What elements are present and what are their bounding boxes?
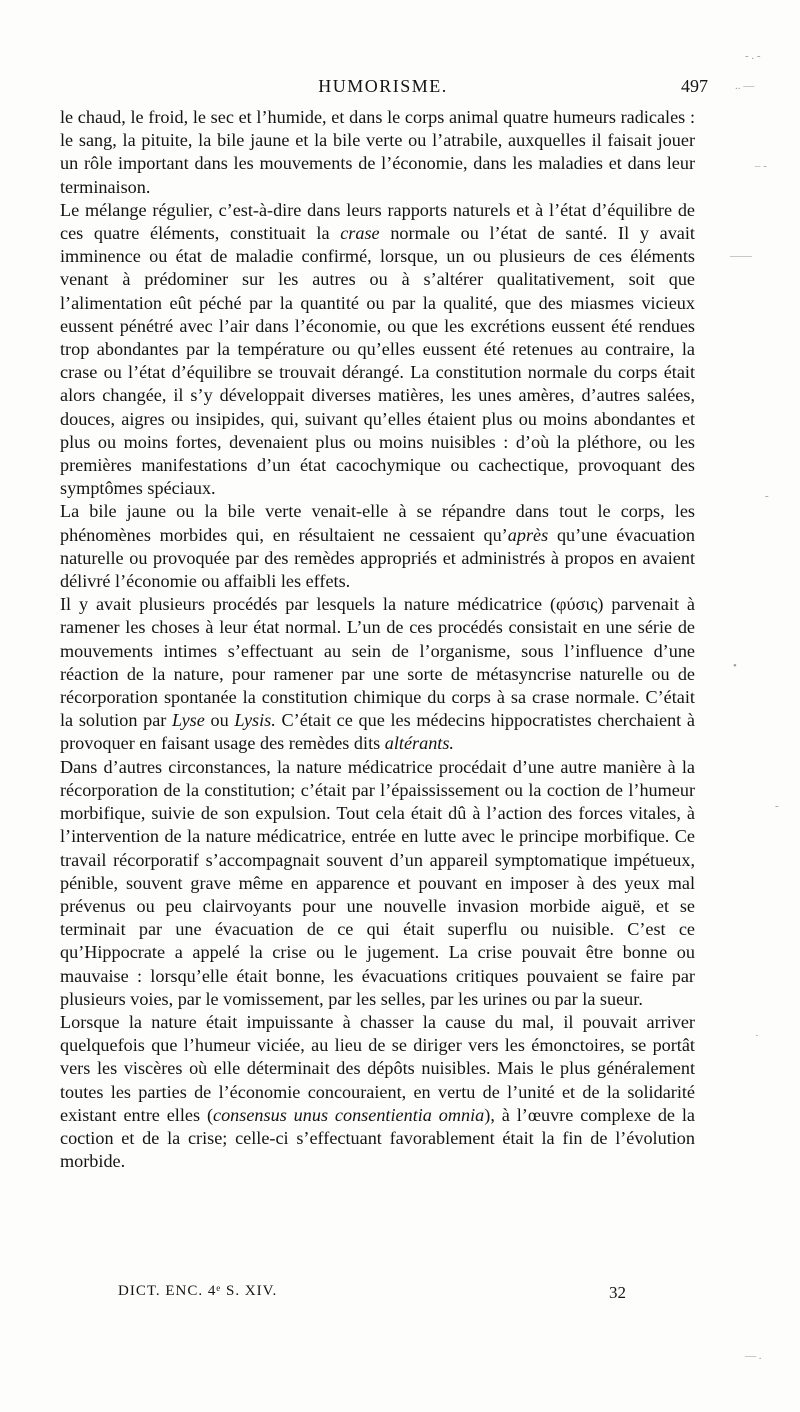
text-run: le chaud, le froid, le sec et l’humide, et dans le corps animal quatre humeurs radicales : le sang, la pituite, la bile jaune et la bile verte ou l’atrabile, auxquelles il faisait jouer un rôle important dans les mouvements de l’économie, dans les maladies et dans leur terminaison. xyxy=(60,107,695,197)
paragraph xyxy=(60,106,695,199)
italic-text: crase xyxy=(340,223,380,244)
italic-text: altérants. xyxy=(384,733,454,754)
paragraph xyxy=(60,593,695,755)
italic-text: Lyse xyxy=(172,710,205,731)
paragraph xyxy=(60,756,695,1011)
italic-text: consensus unus consentientia omnia xyxy=(213,1104,485,1125)
italic-text: Lysis. xyxy=(234,710,276,731)
text-run: Il y avait plusieurs procédés par lesquels la nature médicatrice (φύσις) parvenait à ramener les choses à leur état normal. L’un de ces procédés consistait en une série de mouvements intimes s’effectuant au sein de l’organisme, sous l’influence d’une réaction de la nature, pour ramener par une sorte de métasyncrise naturelle ou de récorporation spontanée la constitution chimique du corps à sa crase normale. C’était la solution par xyxy=(60,594,695,731)
body-text xyxy=(60,106,695,1173)
text-run: qu’une évacuation naturelle ou provoquée par des remèdes appropriés et administrés à propos en avaient délivré l’économie ou affaibli les effets. xyxy=(60,524,695,592)
text-run: Le mélange régulier, c’est-à-dire dans leurs rapports naturels et à l’état d’équilibre de ces quatre éléments, constituait la xyxy=(60,199,695,244)
margin-scan-marks: - . - .. — – - —— - • - · — . xyxy=(730,50,779,1362)
running-title: HUMORISME. xyxy=(318,76,448,96)
paragraph xyxy=(60,500,695,593)
text-run: ), à l’œuvre complexe de la coction et de la crise; celle-ci s’effectuant favorablement était la fin de l’évolution morbide. xyxy=(60,1104,696,1172)
text-run: La bile jaune ou la bile verte venait-elle à se répandre dans tout le corps, les phénomènes morbides qui, en résultaient ne cessaient qu’ xyxy=(60,501,695,545)
sheet-number: 32 xyxy=(609,1283,626,1302)
printer-signature: DICT. ENC. 4ᵉ S. XIV. xyxy=(118,1283,278,1299)
page-number: 497 xyxy=(681,76,708,96)
page-footer xyxy=(118,1283,638,1307)
text-run: Dans d’autres circonstances, la nature médicatrice procédait d’une autre manière à la récorporation de la constitution; c’était par l’épaississement ou la coction de l’humeur morbifique, suivie de son expulsion. Tout cela était dû à l’action des forces vitales, à l’intervention de la nature médicatrice, entrée en lutte avec le principe morbifique. Ce travail récorporatif s’accompagnait souvent d’un appareil symptomatique impétueux, pénible, souvent grave même en apparence et pouvant en imposer à des yeux mal prévenus ou peu clairvoyants pour une nouvelle invasion morbide aiguë, et se terminait par une évacuation de ce qui était superflu ou nuisible. C’est ce qu’Hippocrate a appelé la crise ou le jugement. La crise pouvait être bonne ou mauvaise : lorsqu’elle était bonne, les évacuations critiques pouvaient se faire par plusieurs voies, par le vomissement, par les selles, par les urines ou par la sueur. xyxy=(60,756,695,1009)
text-run: C’était ce que les médecins hippocratistes cherchaient à provoquer en faisant usage des remèdes dits xyxy=(60,710,696,754)
text-run: Lorsque la nature était impuissante à chasser la cause du mal, il pouvait arriver quelquefois que l’humeur viciée, au lieu de se diriger vers les émonctoires, se portât vers les viscères où elle déterminait des dépôts nuisibles. Mais le plus généralement toutes les parties de l’économie concouraient, en vertu de l’unité et de la solidarité existant entre elles ( xyxy=(60,1011,695,1125)
text-run: ou xyxy=(204,710,235,731)
page-header xyxy=(58,76,708,100)
text-run: normale ou l’état de santé. Il y avait imminence ou état de maladie confirmé, lorsque, un ou plusieurs de ces éléments venant à prédominer sur les autres ou à s’altérer qualitativement, soit que l’alimentation eût péché par la quantité ou par la qualité, que des miasmes vicieux eussent pénétré avec l’air dans l’économie, ou que les excrétions eussent été rendues trop abondantes par la température ou qu’elles eussent été retenues au contraire, la crase ou l’état d’équilibre se trouvait dérangé. La constitution normale du corps était alors changée, il s’y développait diverses matières, les unes amères, d’autres salées, douces, aigres ou insipides, qui, suivant qu’elles étaient plus ou moins abondantes et plus ou moins fortes, devenaient plus ou moins nuisibles : d’où la pléthore, ou les premières manifestations d’un état cacochymique ou cachectique, provoquant des symptômes spéciaux. xyxy=(60,223,695,499)
paragraph xyxy=(60,1011,695,1173)
italic-text: après xyxy=(507,524,549,545)
paragraph xyxy=(60,199,695,501)
